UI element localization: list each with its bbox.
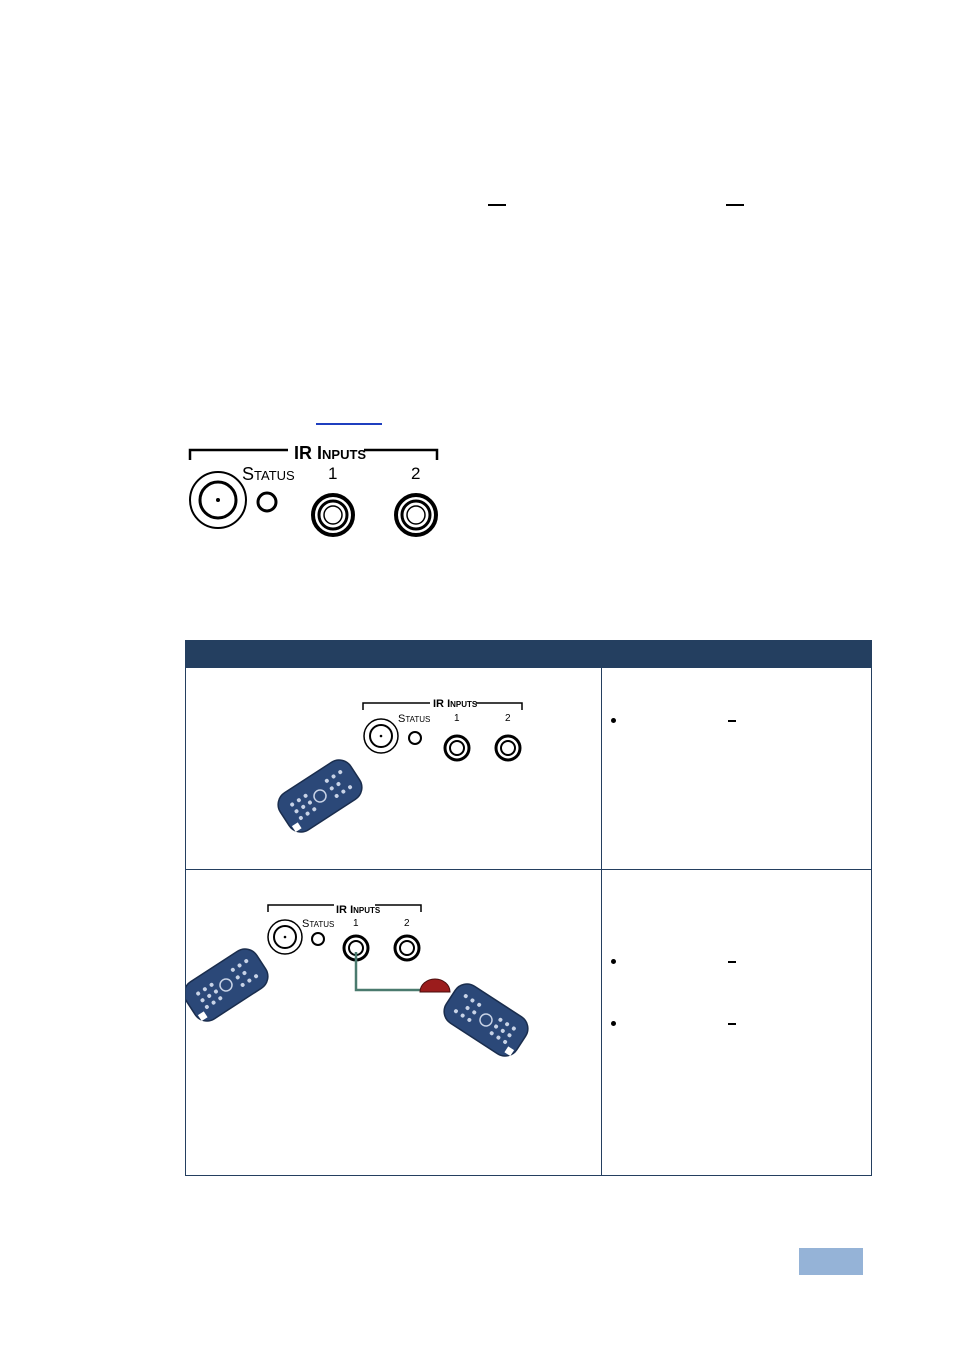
remote-control-icon [439,979,533,1062]
remote-control-icon [186,944,273,1027]
row2-status-label: STATUS [302,918,335,930]
row2-panel-drawing [186,870,598,1175]
row1-panel-drawing [186,668,598,868]
ir-modes-table [185,640,872,1176]
table-row [186,870,872,1176]
status-label: STATUS [242,464,295,484]
bullet-mark [611,718,616,723]
dash-mark [728,1023,736,1025]
ir-extender-sensor-icon [420,979,450,992]
table-header-cell [602,641,872,668]
row2-input-2-label: 2 [404,918,410,929]
input-2-label: 2 [411,464,421,483]
ir-input-jack-icon[interactable] [496,736,520,760]
row1-input-2-label: 2 [505,713,511,724]
row1-illustration-cell [186,668,602,870]
bullet-mark [611,959,616,964]
table-header-cell [186,641,602,668]
row2-ir-inputs-label: IR INPUTS [336,904,381,916]
row2-description-cell [602,870,872,1176]
row1-input-1-label: 1 [454,713,460,724]
page-number-badge [799,1248,863,1275]
ir-inputs-label: IR INPUTS [294,443,367,463]
input-1-label: 1 [328,464,338,483]
row2-illustration-cell [186,870,602,1176]
status-led-icon [409,732,421,744]
overline-mark-2 [726,204,744,206]
ir-input-jack-icon[interactable] [313,495,353,535]
ir-inputs-front-panel [184,440,444,545]
row2-input-1-label: 1 [353,918,359,929]
table-header-row [186,641,872,668]
ir-input-jack-icon[interactable] [395,936,419,960]
dash-mark [728,961,736,963]
ir-sensor-window-icon [190,472,246,528]
ir-input-jack-icon[interactable] [396,495,436,535]
dash-mark [728,720,736,722]
cross-reference-link[interactable] [316,423,382,425]
status-led-icon [312,933,324,945]
overline-mark-1 [488,204,506,206]
row1-description-cell [602,668,872,870]
table-row [186,668,872,870]
bullet-mark [611,1021,616,1026]
ir-sensor-window-icon [364,719,398,753]
ir-sensor-window-icon [268,920,302,954]
row1-status-label: STATUS [398,713,431,725]
ir-input-jack-icon[interactable] [445,736,469,760]
status-led-icon [258,493,276,511]
row1-ir-inputs-label: IR INPUTS [433,698,478,710]
remote-control-icon [273,755,367,838]
